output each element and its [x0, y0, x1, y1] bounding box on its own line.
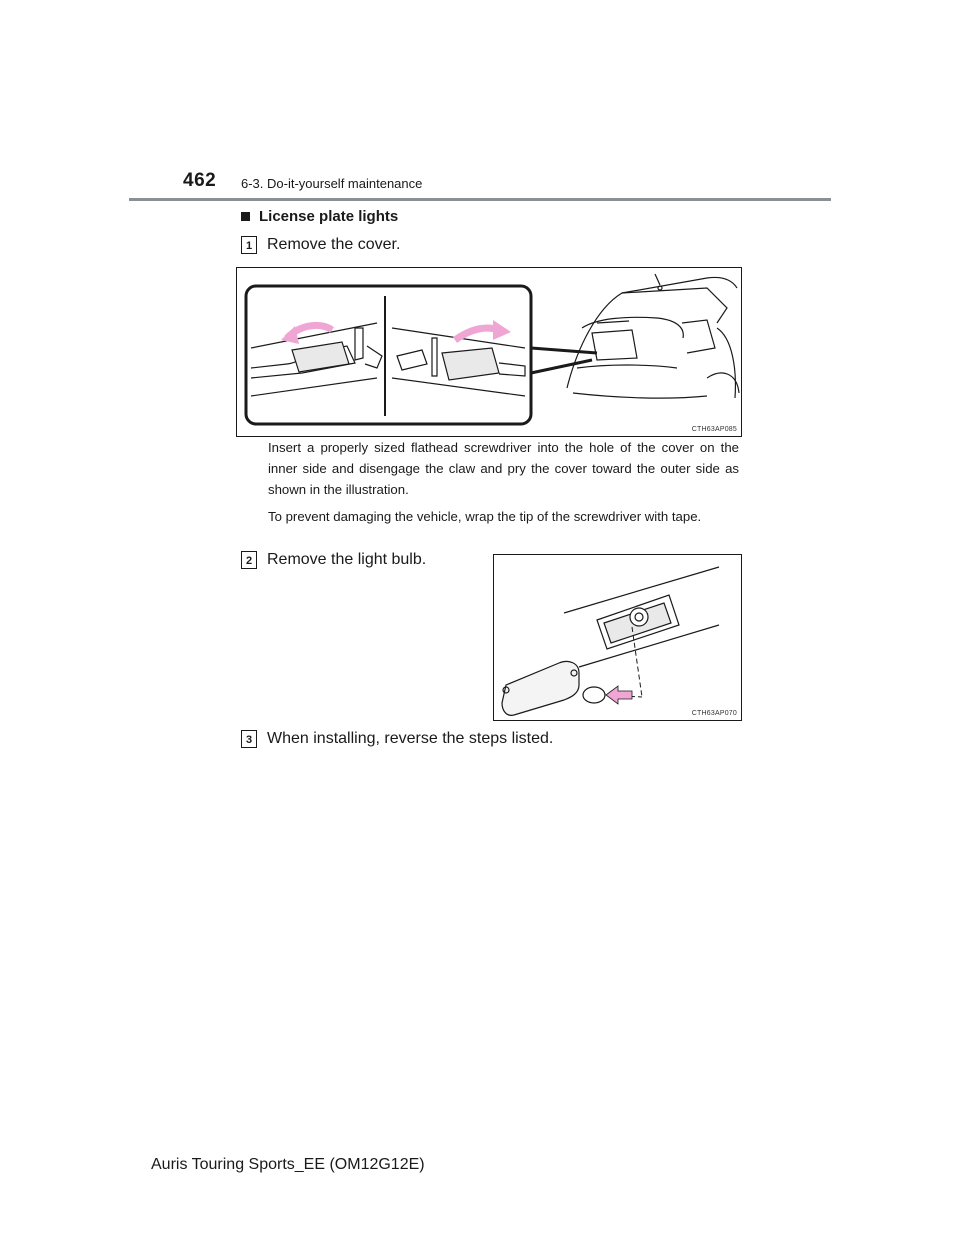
figure-remove-cover: [236, 267, 742, 437]
step-number: 2: [241, 551, 257, 569]
step-number: 3: [241, 730, 257, 748]
step-1-note-2: To prevent damaging the vehicle, wrap the tip of the screwdriver with tape.: [268, 509, 702, 524]
square-bullet-icon: [241, 212, 250, 221]
section-title: 6-3. Do-it-yourself maintenance: [241, 176, 423, 191]
page-number: 462: [183, 170, 217, 191]
heading: [241, 208, 398, 225]
header-rule: [129, 198, 831, 201]
step-1: [241, 236, 400, 254]
step-2: [241, 551, 426, 569]
figure-remove-bulb: [493, 554, 742, 721]
step-text: Remove the light bulb.: [267, 551, 427, 568]
figure-code: CTH63AP070: [691, 710, 737, 717]
footer-model: Auris Touring Sports_EE (OM12G12E): [151, 1156, 425, 1173]
figure-remove-cover-illustration: [237, 268, 743, 438]
figure-remove-bulb-illustration: [494, 555, 743, 722]
heading-text: License plate lights: [259, 208, 399, 225]
step-1-note-1: Insert a properly sized flathead screwdriver into the hole of the cover on the inner side and disengage the claw and pry the cover toward the outer side as shown in the illustration.: [268, 440, 739, 497]
step-text: When installing, reverse the steps listed.: [267, 730, 554, 747]
step-number: 1: [241, 236, 257, 254]
step-text: Remove the cover.: [267, 236, 401, 253]
step-3: [241, 730, 553, 748]
figure-code: CTH63AP085: [691, 426, 737, 433]
